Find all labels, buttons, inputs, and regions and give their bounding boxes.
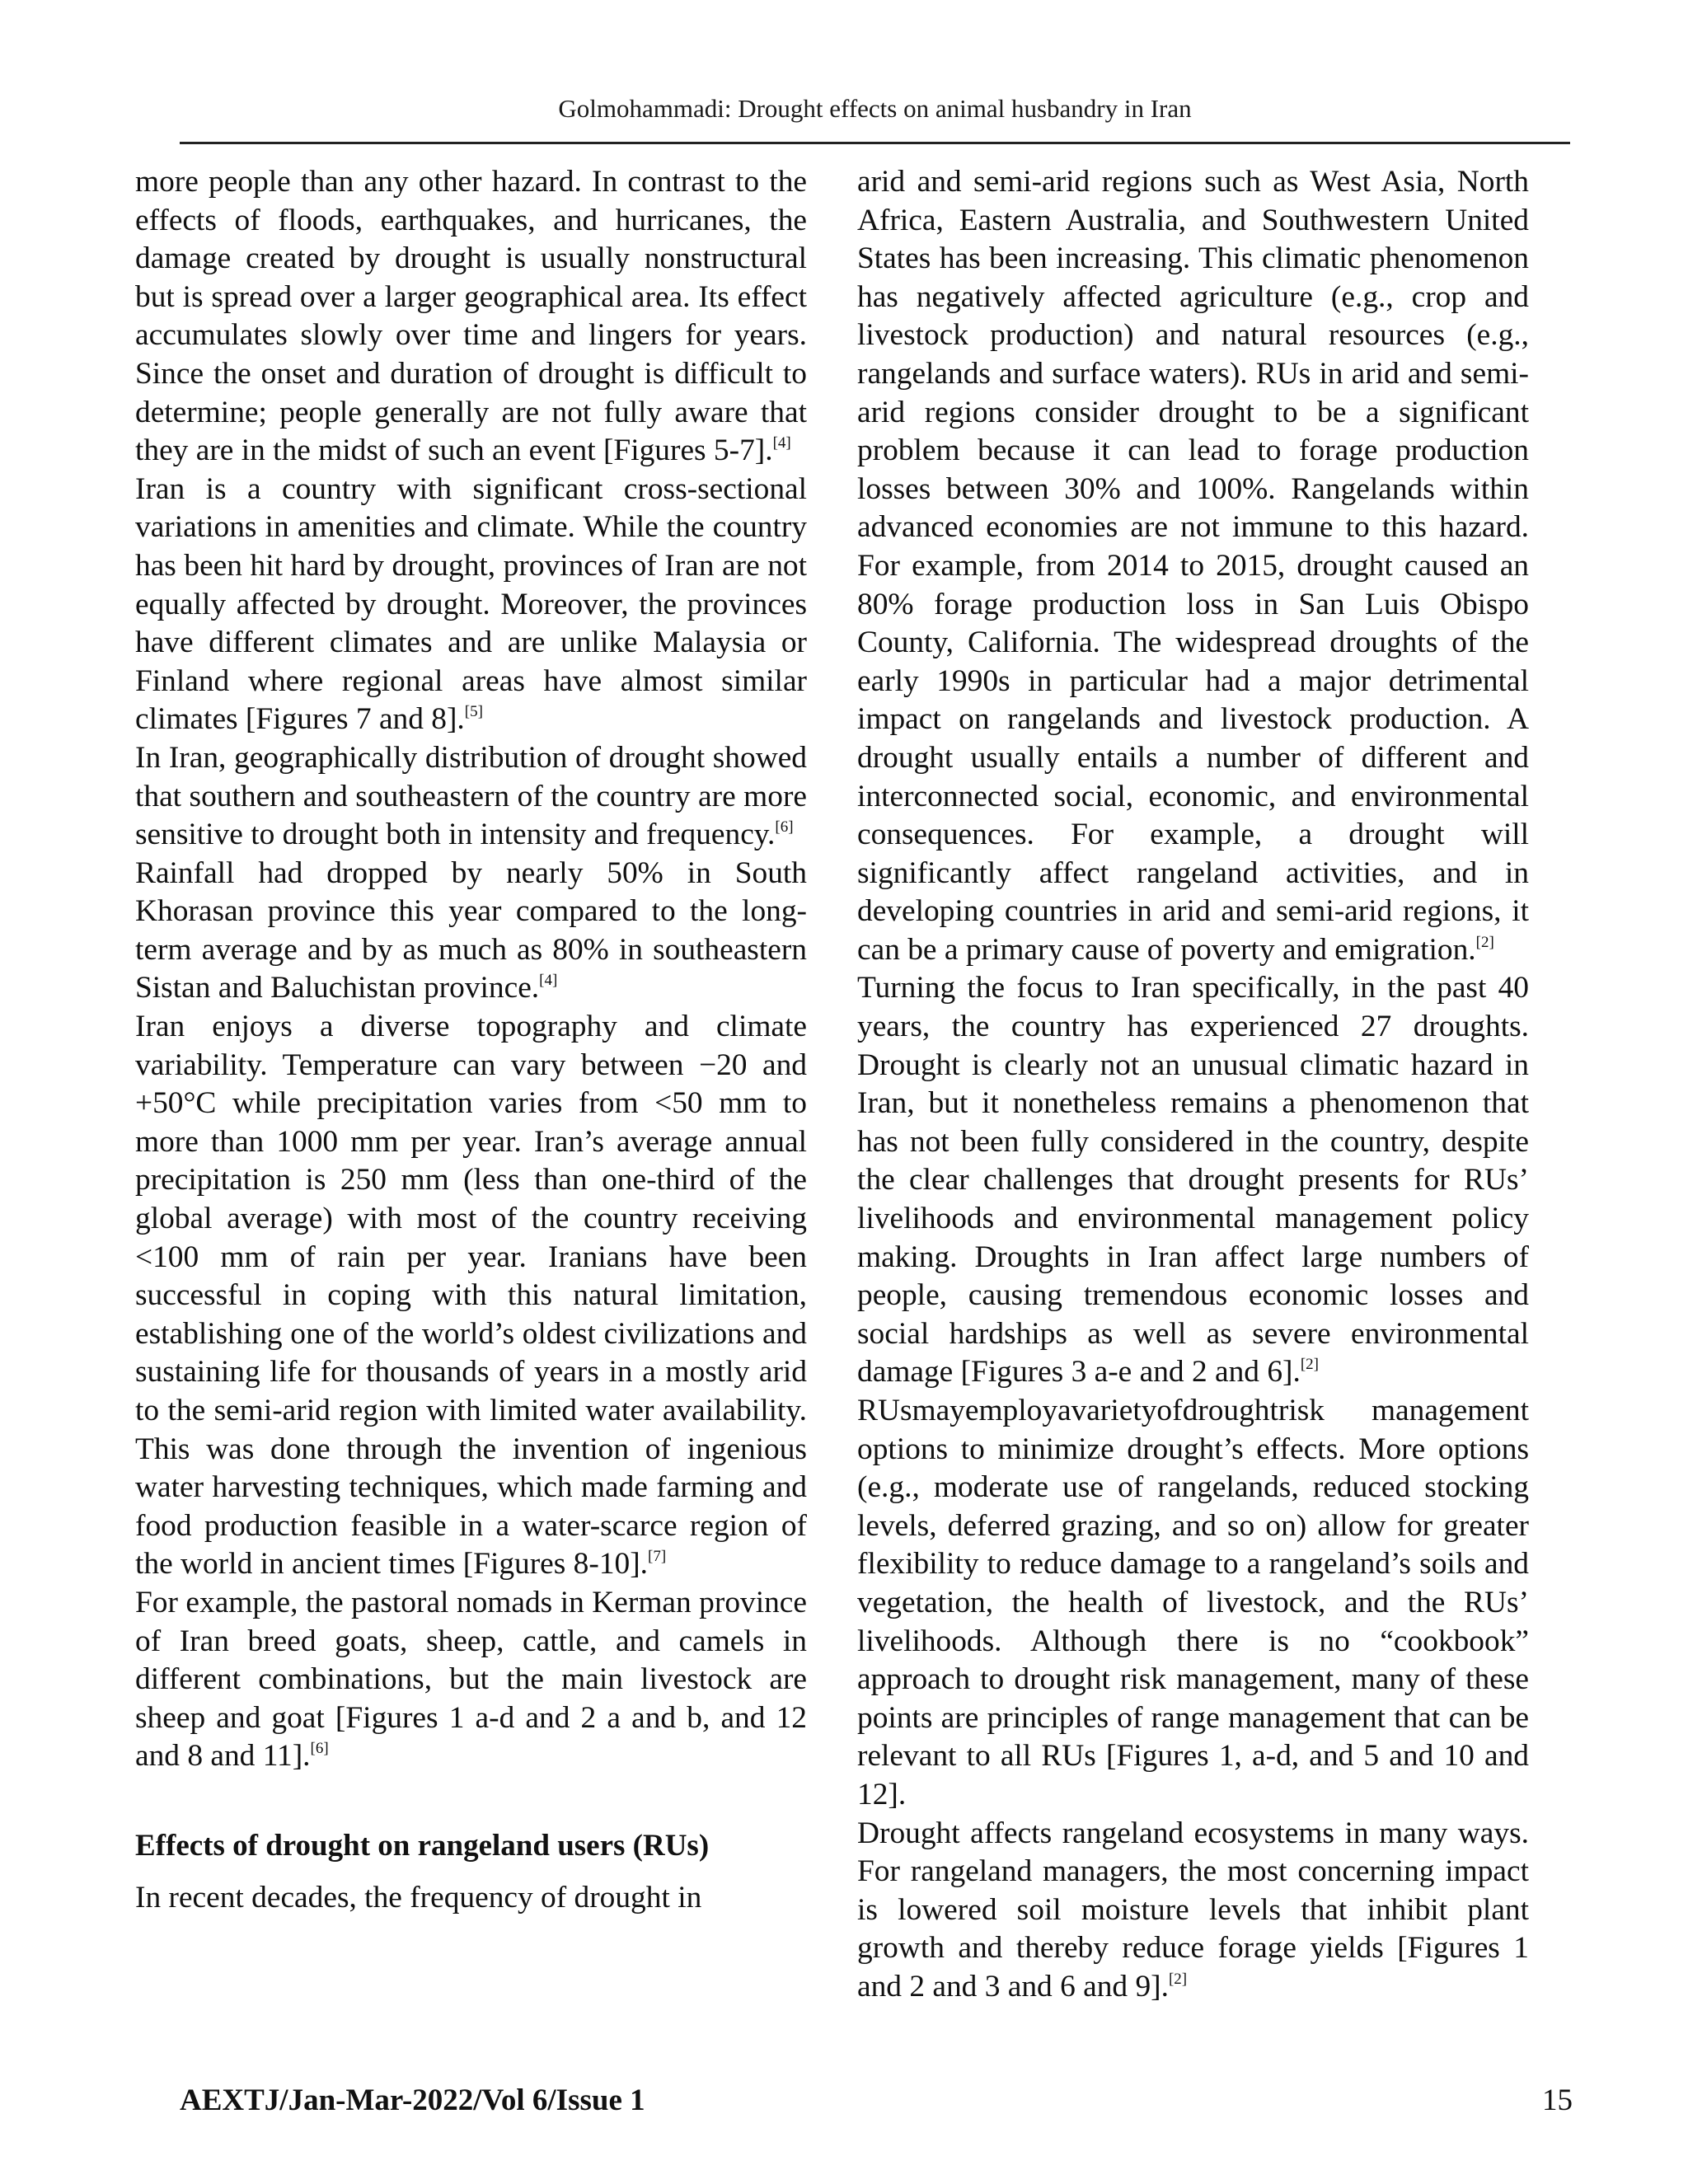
citation: [4]: [539, 972, 558, 990]
paragraph: [857, 1815, 1529, 2007]
citation: [5]: [464, 703, 483, 721]
right-column: [857, 163, 1529, 2007]
paragraph-text: Iran enjoys a diverse topography and climate variability. Temperature can vary between −20 and +50°C while precipitation varies from <50 mm to more than 1000 mm per year. Iran’s average annual precipitation is 250 mm (less than one-third of the global average) with most of the country receiving <100 mm of rain per year. Iranians have been successful in coping with this natural limitation, establishing one of the world’s oldest civilizations and sustaining life for thousands of years in a mostly arid to the semi-arid region with limited water availability. This was done through the invention of ingenious water harvesting techniques, which made farming and food production feasible in a water-scarce region of the world in ancient times [Figures 8-10].: [135, 1010, 807, 1582]
section-heading: Effects of drought on rangeland users (RUs): [135, 1828, 710, 1863]
left-column: [135, 163, 807, 1917]
running-title: Golmohammadi: Drought effects on animal husbandry in Iran: [558, 94, 1192, 123]
citation: [2]: [1300, 1356, 1319, 1374]
paragraph-text: arid and semi-arid regions such as West Asia, North Africa, Eastern Australia, and Southwestern United States has been increasing. This climatic phenomenon has negatively affected agriculture (e.g., crop and livestock production) and natural resources (e.g., rangelands and surface waters). RUs in arid and semi-arid regions consider drought to be a significant problem because it can lead to forage production losses between 30% and 100%. Rangelands within advanced economies are not immune to this hazard. For example, from 2014 to 2015, drought caused an 80% forage production loss in San Luis Obispo County, California. The widespread droughts of the early 1990s in particular had a major detrimental impact on rangelands and livestock production. A drought usually entails a number of different and interconnected social, economic, and environmental consequences. For example, a drought will significantly affect rangeland activities, and in developing countries in arid and semi-arid regions, it can be a primary cause of poverty and emigration.: [857, 165, 1529, 967]
spacer: [135, 1866, 807, 1879]
paragraph: [857, 163, 1529, 969]
journal-issue: AEXTJ/Jan-Mar-2022/Vol 6/Issue 1: [180, 2083, 645, 2117]
paragraph-text: Rainfall had dropped by nearly 50% in South Khorasan province this year compared to the long-term average and by as much as 80% in southeastern Sistan and Baluchistan province.: [135, 855, 807, 1005]
paragraph: [135, 163, 807, 471]
citation: [6]: [775, 818, 794, 837]
citation: [2]: [1475, 933, 1494, 951]
spacer: [135, 1776, 807, 1827]
paragraph: [857, 969, 1529, 1392]
paragraph-text: Iran is a country with significant cross-sectional variations in amenities and climate. While the country has been hit hard by drought, provinces of Iran are not equally affected by drought. Moreover, the provinces have different climates and are unlike Malaysia or Finland where regional areas have almost similar climates [Figures 7 and 8].: [135, 471, 807, 737]
paragraph: [135, 1879, 807, 1918]
paragraph-text: Turning the focus to Iran specifically, in the past 40 years, the country has experienced 27 droughts. Drought is clearly not an unusual climatic hazard in Iran, but it nonetheless remains a phenomenon that has not been fully considered in the country, despite the clear challenges that drought presents for RUs’ livelihoods and environmental management policy making. Droughts in Iran affect large numbers of people, causing tremendous economic losses and social hardships as well as severe environmental damage [Figures 3 a-e and 2 and 6].: [857, 971, 1529, 1390]
paragraph: [857, 1392, 1529, 1815]
citation: [6]: [310, 1740, 329, 1758]
page-number: 15: [1542, 2083, 1573, 2117]
paragraph: [135, 855, 807, 1008]
paragraph-text: RUsmayemployavarietyofdroughtrisk management options to minimize drought’s effects. More options (e.g., moderate use of rangelands, reduced stocking levels, deferred grazing, and so on) allow for greater flexibility to reduce damage to a rangeland’s soils and vegetation, the health of livestock, and the RUs’ livelihoods. Although there is no “cookbook” approach to drought risk management, many of these points are principles of range management that can be relevant to all RUs [Figures 1, a-d, and 5 and 10 and 12].: [857, 1394, 1529, 1811]
citation: [7]: [648, 1548, 667, 1566]
citation: [4]: [772, 434, 791, 452]
header-rule: [180, 142, 1570, 144]
paragraph-text: In recent decades, the frequency of drought in: [135, 1880, 702, 1915]
paragraph: [135, 1584, 807, 1776]
paragraph: [135, 471, 807, 739]
citation: [2]: [1168, 1970, 1188, 1988]
paragraph-text: more people than any other hazard. In contrast to the effects of floods, earthquakes, and hurricanes, the damage created by drought is usually nonstructural but is spread over a larger geographical area. Its effect accumulates slowly over time and lingers for years. Since the onset and duration of drought is difficult to determine; people generally are not fully aware that they are in the midst of such an event [Figures 5-7].: [135, 165, 807, 468]
paragraph-text: In Iran, geographically distribution of drought showed that southern and southeastern of the country are more sensitive to drought both in intensity and frequency.: [135, 740, 807, 852]
paragraph-text: Drought affects rangeland ecosystems in many ways. For rangeland managers, the most concerning impact is lowered soil moisture levels that inhibit plant growth and thereby reduce forage yields [Figures 1 and 2 and 3 and 6 and 9].: [857, 1816, 1529, 2004]
paragraph: [135, 1008, 807, 1584]
paragraph: [135, 739, 807, 855]
paragraph-text: For example, the pastoral nomads in Kerman province of Iran breed goats, sheep, cattle, and camels in different combinations, but the main livestock are sheep and goat [Figures 1 a-d and 2 a and b, and 12 and 8 and 11].: [135, 1585, 807, 1774]
